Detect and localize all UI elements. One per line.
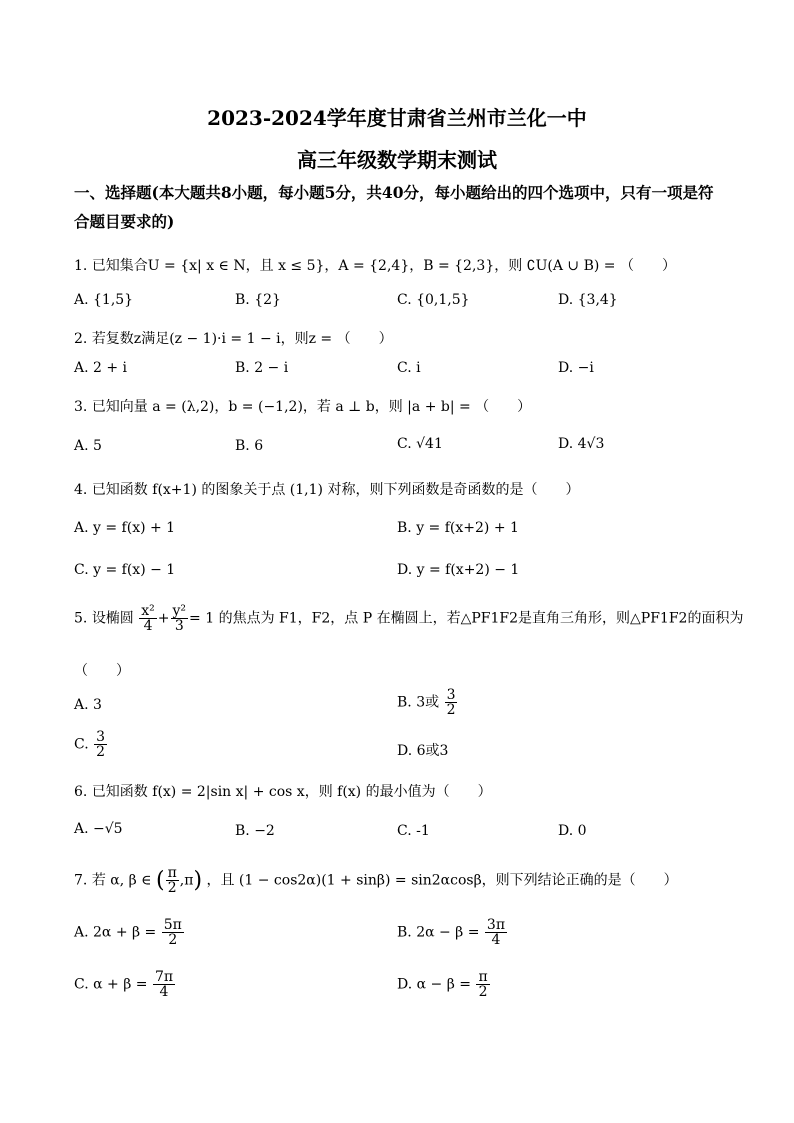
question-4-stem xyxy=(74,479,734,499)
question-text: 已知函数 f(x) = 2|sin x| + cos x，则 f(x) 的最小值为（ ） xyxy=(91,784,492,800)
question-text: 若复数z满足(z − 1)·i = 1 − i，则z = （ ） xyxy=(91,331,393,347)
ellipse-y-fraction: $\frac{\text{y²}}{3}$ xyxy=(172,603,187,634)
q5-option-a: A. 3 xyxy=(74,697,102,713)
q7-option-c: C. α + β = $\frac{7\pi}{4}$ xyxy=(74,969,174,1000)
q3-option-a: A. 5 xyxy=(74,438,102,454)
q7-option-b: B. 2α − β = $\frac{3\pi}{4}$ xyxy=(397,917,506,948)
question-text: 已知集合U = {x| x ∈ N，且 x ≤ 5}，A = {2,4}，B = {2,3}，则 ∁U(A ∪ B) = （ ） xyxy=(91,258,676,274)
q6-option-b: B. −2 xyxy=(235,823,275,839)
question-number: 7. xyxy=(74,872,88,889)
q3-option-c: C. √41 xyxy=(397,436,443,452)
question-3-stem xyxy=(74,396,734,416)
q5-option-c: C. $\frac{3}{2}$ xyxy=(74,729,106,760)
question-5-stem-cont: （ ） xyxy=(74,663,130,679)
q4-option-d: D. y = f(x+2) − 1 xyxy=(397,562,520,578)
q4-option-a: A. y = f(x) + 1 xyxy=(74,520,176,536)
q2-option-a: A. 2 + i xyxy=(74,360,128,376)
question-number: 4. xyxy=(74,482,88,498)
question-number: 3. xyxy=(74,399,88,415)
q3-option-d: D. 4√3 xyxy=(558,436,605,452)
q1-option-a: A. {1,5} xyxy=(74,292,134,308)
question-number: 1. xyxy=(74,258,88,274)
question-2-stem xyxy=(74,328,734,348)
section-header: 一、选择题(本大题共8小题，每小题5分，共40分，每小题给出的四个选项中，只有一项是符合题目要求的) xyxy=(74,183,714,231)
question-1-stem xyxy=(74,255,734,275)
question-number: 6. xyxy=(74,784,88,800)
exam-title-line2: 高三年级数学期末测试 xyxy=(297,148,497,172)
question-number: 5. xyxy=(74,610,88,627)
q6-option-d: D. 0 xyxy=(558,823,587,839)
question-7-stem: 7. 若 α, β ∈ ( $\frac{\pi}{2}$ ,π) ，且 (1 − cos2α)(1 + sinβ) = sin2αcosβ，则下列结论正确的是（ ） xyxy=(74,865,678,896)
question-5-stem: 5. 设椭圆 $\frac{\text{x²}}{4}$ + $\frac{\text{y²}}{3}$ = 1 的焦点为 F1，F2，点 P 在椭圆上，若△PF1F2是直角三角形，则△PF1F2的面积为 xyxy=(74,603,744,634)
q1-option-d: D. {3,4} xyxy=(558,292,618,308)
q7-option-d: D. α − β = $\frac{\pi}{2}$ xyxy=(397,969,488,1000)
q2-option-d: D. −i xyxy=(558,360,594,376)
q6-option-c: C. -1 xyxy=(397,823,430,839)
question-number: 2. xyxy=(74,331,88,347)
question-text: 已知向量 a = (λ,2)，b = (−1,2)，若 a ⊥ b，则 |a + b| = （ ） xyxy=(91,399,532,415)
q6-option-a: A. −√5 xyxy=(74,821,123,837)
exam-title-line1: 2023-2024学年度甘肃省兰州市兰化一中 xyxy=(207,106,587,130)
q7-option-a: A. 2α + β = $\frac{5\pi}{2}$ xyxy=(74,917,182,948)
q3-option-b: B. 6 xyxy=(235,438,264,454)
question-6-stem xyxy=(74,781,734,801)
q4-option-b: B. y = f(x+2) + 1 xyxy=(397,520,519,536)
question-text: 已知函数 f(x+1) 的图象关于点 (1,1) 对称，则下列函数是奇函数的是（ ） xyxy=(91,482,580,498)
q2-option-c: C. i xyxy=(397,360,421,376)
q1-option-c: C. {0,1,5} xyxy=(397,292,470,308)
q1-option-b: B. {2} xyxy=(235,292,281,308)
q5-option-b: B. 3或 $\frac{3}{2}$ xyxy=(397,687,456,718)
ellipse-x-fraction: $\frac{\text{x²}}{4}$ xyxy=(141,603,155,634)
q5-option-d: D. 6或3 xyxy=(397,743,449,759)
q2-option-b: B. 2 − i xyxy=(235,360,289,376)
q4-option-c: C. y = f(x) − 1 xyxy=(74,562,176,578)
